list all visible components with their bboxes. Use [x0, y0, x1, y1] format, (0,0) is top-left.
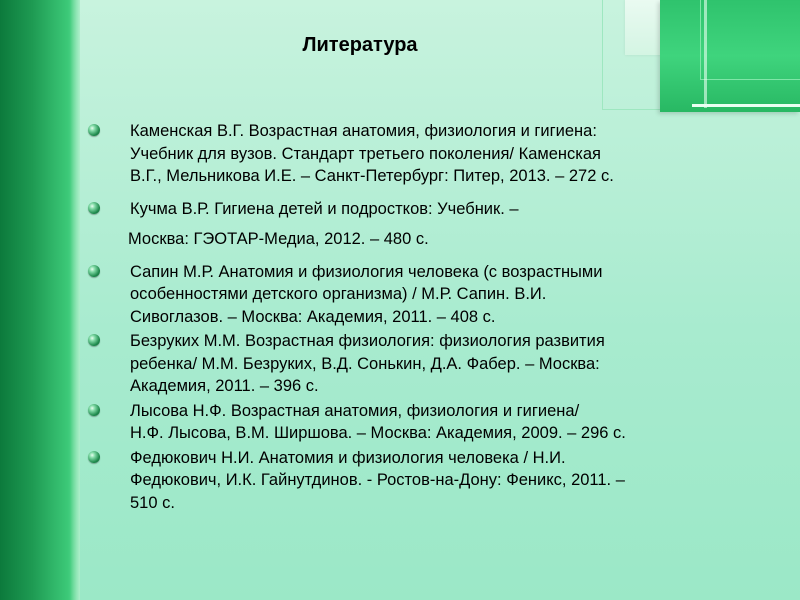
list-item	[88, 400, 748, 445]
reference-text: Федюкович Н.И. Анатомия и физиология человека / Н.И. Федюкович, И.К. Гайнутдинов. - Ростов-на-Дону: Феникс, 2011. – 510 с.	[130, 448, 625, 512]
list-item	[88, 120, 748, 188]
list-item	[88, 330, 748, 398]
list-item	[88, 198, 748, 221]
reference-continuation: Москва: ГЭОТАР-Медиа, 2012. – 480 с.	[128, 230, 429, 248]
reference-text: Лысова Н.Ф. Возрастная анатомия, физиология и гигиена/ Н.Ф. Лысова, В.М. Ширшова. – Москва: Академия, 2009. – 296 с.	[130, 401, 626, 442]
reference-text: Сапин М.Р. Анатомия и физиология человека (с возрастными особенностями детского организма) / М.Р. Сапин. В.И. Сивоглазов. – Москва: Академия, 2011. – 408 с.	[130, 262, 603, 326]
list-item	[88, 447, 748, 515]
left-decorative-band	[0, 0, 80, 600]
list-item	[88, 261, 748, 329]
reference-list	[88, 120, 748, 514]
reference-text: Безруких М.М. Возрастная физиология: физиология развития ребенка/ М.М. Безруких, В.Д. Сонькин, Д.А. Фабер. – Москва: Академия, 2011. – 396 с.	[130, 332, 605, 395]
page-title: Литература	[302, 34, 418, 56]
green-sphere-bullet-icon	[88, 451, 100, 463]
green-sphere-bullet-icon	[88, 265, 100, 277]
reference-text: Кучма В.Р. Гигиена детей и подростков: Учебник. –	[130, 199, 519, 218]
green-sphere-bullet-icon	[88, 404, 100, 416]
green-sphere-bullet-icon	[88, 202, 100, 214]
green-sphere-bullet-icon	[88, 124, 100, 136]
green-sphere-bullet-icon	[88, 334, 100, 346]
decorative-white-line	[692, 104, 800, 107]
reference-text: Каменская В.Г. Возрастная анатомия, физиология и гигиена: Учебник для вузов. Стандарт третьего поколения/ Каменская В.Г., Мельникова И.Е. – Санкт-Петербург: Питер, 2013. – 272 с.	[130, 122, 614, 185]
